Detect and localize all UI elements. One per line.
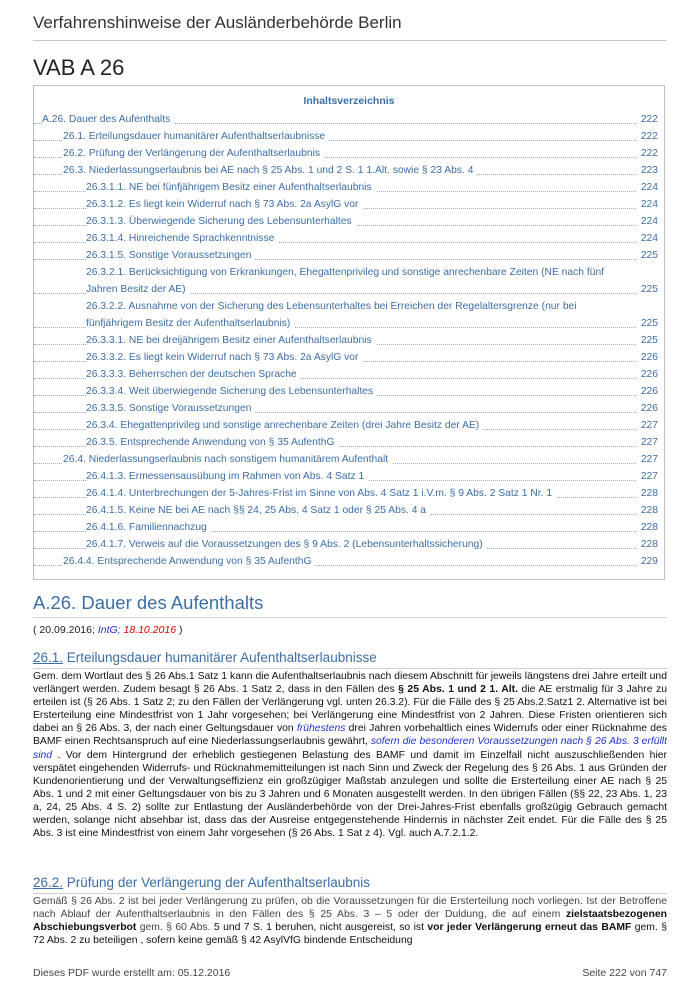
footer-page-number: Seite 222 von 747 xyxy=(582,967,667,979)
subsection-26-1-number-link[interactable]: 26.1. xyxy=(33,650,64,665)
toc-entry[interactable] xyxy=(34,519,664,536)
toc-entry-page: 225 xyxy=(637,281,658,298)
toc-entry[interactable] xyxy=(34,349,664,366)
toc-entry-label: 26.2. Prüfung der Verlängerung der Aufenthaltserlaubnis xyxy=(63,148,324,159)
bold-run: § 25 Abs. 1 und 2 1. Alt. xyxy=(398,684,518,696)
toc-entry-label: A.26. Dauer des Aufenthalts xyxy=(42,114,174,125)
toc-entry[interactable] xyxy=(34,264,664,298)
bold-run: zielstaatsbezogenen Abschiebungsverbot xyxy=(33,909,667,934)
text-run: Gemäß § 26 Abs. 2 ist bei jeder Verlängerung zu prüfen, ob die Voraussetzungen für die Ersterteilung noch vorliegen. Ist der Betroffene nach Ablauf der Aufenthaltserlaubnis in den Fällen des § 25 Abs. 3 – 5 oder der Duldung, die auf einem xyxy=(33,896,667,921)
section-title: A.26. Dauer des Aufenthalts xyxy=(33,592,264,613)
toc-entry-page: 227 xyxy=(637,417,658,434)
toc-entry-page: 224 xyxy=(637,230,658,247)
toc-heading: Inhaltsverzeichnis xyxy=(303,95,395,107)
header-divider xyxy=(33,40,667,41)
toc-entry[interactable] xyxy=(34,502,664,519)
toc-entry-page: 226 xyxy=(637,366,658,383)
toc-entry-page: 229 xyxy=(637,553,658,570)
highlight-link[interactable]: sofern die besonderen Voraussetzungen nach § 26 Abs. 3 erfüllt sind xyxy=(33,736,668,761)
toc-entry-page: 224 xyxy=(637,213,658,230)
toc-entry-label: 26.4.1.5. Keine NE bei AE nach §§ 24, 25 Abs. 4 Satz 1 oder § 25 Abs. 4 a xyxy=(86,505,430,516)
toc-entry-label: Jahren Besitz der AE) xyxy=(86,284,190,295)
subsection-26-2-heading: Prüfung der Verlängerung der Aufenthaltserlaubnis xyxy=(63,875,370,890)
toc-entry-page: 222 xyxy=(637,145,658,162)
toc-entry[interactable] xyxy=(34,485,664,502)
toc-entry-page: 226 xyxy=(637,383,658,400)
toc-entry-page: 226 xyxy=(637,400,658,417)
text-run: gem. § 72 Abs. 2 zu beteiligen , sofern keine gemäß § 42 AsylVfG bindende Entscheidung xyxy=(33,922,667,947)
text-run: drei Jahren vorbehaltlich eines Widerrufs oder einer Rücknahme des BAMF einen Rechtsanspruch auf eine Niederlassungserlaubnis gewährt, xyxy=(33,723,668,748)
toc-entry-page: 227 xyxy=(637,468,658,485)
subsection-26-2-number-link[interactable]: 26.2. xyxy=(33,875,64,890)
toc-entry[interactable] xyxy=(34,145,664,162)
text-run: 5 und 7 S. 1 beruhen, nicht ausgereist, so ist xyxy=(213,922,428,934)
revision-dates xyxy=(33,624,182,636)
toc-entry-label: 26.4.1.6. Familiennachzug xyxy=(86,522,211,533)
toc-entry[interactable] xyxy=(34,332,664,349)
toc-entry[interactable] xyxy=(34,468,664,485)
text-run: . Vor dem Hintergrund der erheblich gestiegenen Belastung des BAMF und damit im Einzelfall nicht auszuschließenden hier verspätet eingehenden Widerrufs- und Rücknahmemitteilungen ist nach Sinn und Zweck der Regelung des § 26 Abs. 1 aus Gründen der Kundenorientierung und der Verwaltungseffizienz ein großzügiger Maßstab anzulegen und sollte die Ersterteilung einer AE nach § 25 Abs. 1 und 2 mit einer Geltungsdauer von bis zu 3 Jahren und 6 Monaten ausgestellt werden. In den übrigen Fällen (§§ 22, 23 Abs. 1, 23 a, 24, 25 Abs. 4 S. 2) sollte zur Entlastung der Ausländerbehörde von der Drei-Jahres-Frist ebenfalls großzügig Gebrauch gemacht werden, solange nicht absehbar ist, dass das der Ausreise entgegenstehende Hindernis in nächster Zeit endet. Für die Fälle des § 25 Abs. 3 ist eine Mindestfrist von einem Jahr vorgesehen (§ 26 Abs. 1 Sat z 4). Vgl. auch A.7.2.1.2. xyxy=(33,749,667,840)
revision-date-red: 18.10.2016 xyxy=(120,624,177,636)
toc-entry-page: 225 xyxy=(637,332,658,349)
paragraph-26-1 xyxy=(33,670,667,840)
toc-entry-label: 26.3.3.3. Beherrschen der deutschen Sprache xyxy=(86,369,301,380)
subsection-26-1-title xyxy=(33,650,377,665)
toc-entry-label: 26.3.3.5. Sonstige Voraussetzungen xyxy=(86,403,255,414)
toc-entry-page: 222 xyxy=(637,128,658,145)
bold-run: vor jeder Verlängerung erneut das BAMF xyxy=(427,922,632,934)
text-run: die AE erstmalig für 3 Jahre zu erteilen ist (§ 26 Abs. 1 Satz 2; zu den Fällen der Verlängerung vgl. unten 26.3.2). Für die Fälle des § 25 Abs.2.Satz1 2. Alternative ist bei Ersterteilung eine Mindestfrist von 1 Jahr vorgesehen; bei Verlängerung eine Mindestfrist von 2 Jahren. Diese Fristen orientieren sich dabei an § 26 Abs. 3, der nach einer Geltungsdauer von xyxy=(33,684,667,735)
toc-entry[interactable] xyxy=(34,400,664,417)
toc-entry-page: 222 xyxy=(637,111,658,128)
toc-entry-label: 26.3.4. Ehegattenprivileg und sonstige anrechenbare Zeiten (drei Jahre Besitz der AE) xyxy=(86,420,483,431)
toc-entry-page: 225 xyxy=(637,315,658,332)
toc-entry[interactable] xyxy=(34,247,664,264)
toc-entry[interactable] xyxy=(34,383,664,400)
toc-entry-label: 26.4. Niederlassungserlaubnis nach sonstigem humanitärem Aufenthalt xyxy=(63,454,392,465)
toc-entry-label: 26.3.1.5. Sonstige Voraussetzungen xyxy=(86,250,255,261)
toc-entry-label: 26.3. Niederlassungserlaubnis bei AE nach § 25 Abs. 1 und 2 S. 1 1.Alt. sowie § 23 Abs. 4 xyxy=(63,165,477,176)
subsection-divider xyxy=(33,668,667,669)
toc-entry-label: 26.3.2.1. Berücksichtigung von Erkrankungen, Ehegattenprivileg und sonstige anrechenbare Zeiten (NE nach fünf xyxy=(86,264,636,281)
toc-entry[interactable] xyxy=(34,111,664,128)
toc-entry-label: 26.1. Erteilungsdauer humanitärer Aufenthaltserlaubnisse xyxy=(63,131,329,142)
subsection-divider xyxy=(33,893,667,894)
toc-entry-page: 228 xyxy=(637,519,658,536)
toc-entry[interactable] xyxy=(34,213,664,230)
toc-entry-label: fünfjährigem Besitz der Aufenthaltserlaubnis) xyxy=(86,318,294,329)
toc-entry[interactable] xyxy=(34,196,664,213)
footer-created-date: Dieses PDF wurde erstellt am: 05.12.2016 xyxy=(33,967,231,979)
toc-entry-label: 26.3.3.2. Es liegt kein Widerruf nach § 73 Abs. 2a AsylG vor xyxy=(86,352,362,363)
toc-entry-page: 223 xyxy=(637,162,658,179)
toc-entry-page: 227 xyxy=(637,451,658,468)
toc-list xyxy=(34,111,664,570)
toc-entry-label: 26.4.1.4. Unterbrechungen der 5-Jahres-Frist im Sinne von Abs. 4 Satz 1 i.V.m. § 9 Abs. 2 Satz 1 Nr. 1 xyxy=(86,488,556,499)
toc-entry[interactable] xyxy=(34,536,664,553)
highlight-link[interactable]: frühestens xyxy=(296,723,346,735)
toc-entry-page: 226 xyxy=(637,349,658,366)
toc-entry[interactable] xyxy=(34,366,664,383)
toc-entry[interactable] xyxy=(34,128,664,145)
toc-entry-page: 228 xyxy=(637,536,658,553)
revision-date-text: ( 20.09.2016; xyxy=(33,624,98,636)
toc-entry-label: 26.3.1.1. NE bei fünfjährigem Besitz einer Aufenthaltserlaubnis xyxy=(86,182,376,193)
toc-entry-label: 26.3.2.2. Ausnahme von der Sicherung des Lebensunterhaltes bei Erreichen der Regelaltersgrenze (nur bei xyxy=(86,298,636,315)
toc-entry-label: 26.3.5. Entsprechende Anwendung von § 35 AufenthG xyxy=(86,437,338,448)
toc-entry[interactable] xyxy=(34,230,664,247)
toc-entry-label: 26.3.1.4. Hinreichende Sprachkenntnisse xyxy=(86,233,278,244)
toc-entry[interactable] xyxy=(34,298,664,332)
toc-entry-page: 225 xyxy=(637,247,658,264)
toc-entry[interactable] xyxy=(34,553,664,570)
intg-link[interactable]: IntG; xyxy=(97,624,121,636)
toc-entry-page: 228 xyxy=(637,502,658,519)
revision-date-close: ) xyxy=(176,624,183,636)
toc-entry-page: 227 xyxy=(637,434,658,451)
document-title: VAB A 26 xyxy=(33,55,125,80)
toc-entry-page: 228 xyxy=(637,485,658,502)
toc-entry-label: 26.3.3.1. NE bei dreijährigem Besitz einer Aufenthaltserlaubnis xyxy=(86,335,376,346)
section-divider xyxy=(33,617,667,618)
table-of-contents xyxy=(33,85,665,580)
text-run: gem. § 60 Abs. xyxy=(136,922,214,934)
toc-entry-label: 26.4.1.3. Ermessensausübung im Rahmen von Abs. 4 Satz 1 xyxy=(86,471,368,482)
document-publisher-header: Verfahrenshinweise der Ausländerbehörde Berlin xyxy=(33,13,402,32)
toc-entry-label: 26.4.4. Entsprechende Anwendung von § 35 AufenthG xyxy=(63,556,315,567)
toc-entry[interactable] xyxy=(34,179,664,196)
paragraph-26-2 xyxy=(33,895,667,947)
toc-entry-page: 224 xyxy=(637,196,658,213)
toc-entry-label: 26.3.1.2. Es liegt kein Widerruf nach § 73 Abs. 2a AsylG vor xyxy=(86,199,362,210)
toc-entry-page: 224 xyxy=(637,179,658,196)
toc-entry-label: 26.3.1.3. Überwiegende Sicherung des Lebensunterhaltes xyxy=(86,216,356,227)
toc-entry[interactable] xyxy=(34,434,664,451)
toc-entry[interactable] xyxy=(34,162,664,179)
subsection-26-2-title xyxy=(33,875,370,890)
toc-entry-label: 26.3.3.4. Weit überwiegende Sicherung des Lebensunterhaltes xyxy=(86,386,377,397)
text-run: Gem. dem Wortlaut des § 26 Abs.1 Satz 1 kann die Aufenthaltserlaubnis nach diesem Abschnitt für jeweils längstens drei Jahre erteilt und verlängert werden. Zudem besagt § 26 Abs. 1 Satz 2, dass in den Fällen des xyxy=(33,671,667,696)
toc-entry[interactable] xyxy=(34,451,664,468)
toc-entry-label: 26.4.1.7. Verweis auf die Voraussetzungen des § 9 Abs. 2 (Lebensunterhaltssicherung) xyxy=(86,539,487,550)
toc-entry[interactable] xyxy=(34,417,664,434)
subsection-26-1-heading: Erteilungsdauer humanitärer Aufenthaltserlaubnisse xyxy=(63,650,377,665)
